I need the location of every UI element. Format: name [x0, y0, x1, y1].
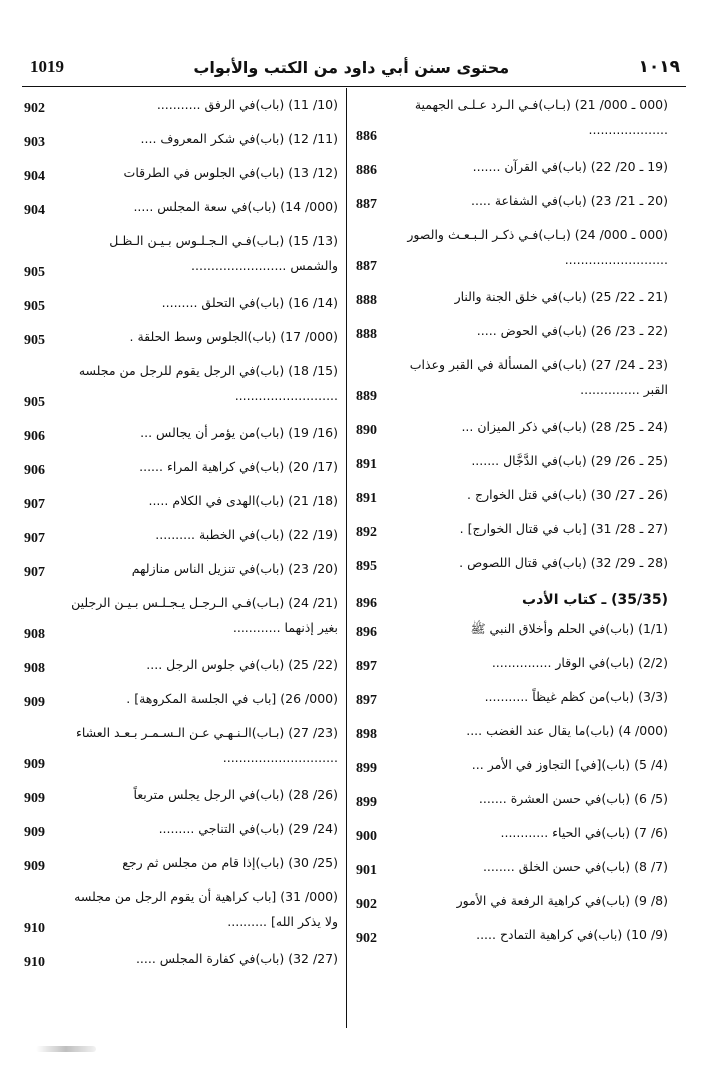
toc-entry [24, 590, 338, 652]
toc-entry [356, 650, 668, 684]
toc-entry-title: (000/ 17) (باب)الجلوس وسط الحلقة . [129, 329, 338, 344]
toc-entry [356, 820, 668, 854]
toc-entry-title: (2/2) (باب)في الوقار ............... [491, 655, 668, 670]
toc-entry-title: (27 ـ 28/ 31) [باب في قتال الخوارج] . [459, 521, 668, 536]
toc-entry [24, 126, 338, 160]
toc-entry-page: 898 [356, 727, 377, 742]
toc-entry-title: (000 ـ 000/ 24) (بـاب)فـي ذكـر الـبـعـث والصور .......................... [407, 227, 668, 267]
toc-entry-title: (26 ـ 27/ 30) (باب)في قتل الخوارج . [467, 487, 668, 502]
section-heading [356, 584, 668, 616]
toc-entry [24, 850, 338, 884]
toc-entry-title: (16/ 19) (باب)من يؤمر أن يجالس ... [140, 425, 338, 440]
toc-entry-title: (10/ 11) (باب)في الرفق ........... [156, 97, 338, 112]
toc-entry-page: 890 [356, 423, 377, 438]
column-divider [346, 88, 347, 1028]
toc-entry-page: 887 [356, 197, 377, 212]
scan-smudge [36, 1046, 96, 1052]
toc-entry-title: (24 ـ 25/ 28) (باب)في ذكر الميزان ... [461, 419, 668, 434]
toc-entry [356, 854, 668, 888]
toc-entry-title: (7/ 8) (باب)في حسن الخلق ........ [482, 859, 668, 874]
toc-entry-title: (21 ـ 22/ 25) (باب)في خلق الجنة والنار [454, 289, 668, 304]
toc-entry [356, 616, 668, 650]
toc-entry-page: 897 [356, 693, 377, 708]
toc-entry-title: (11/ 12) (باب)في شكر المعروف .... [140, 131, 338, 146]
toc-entry-title: (28 ـ 29/ 32) (باب)في قتال اللصوص . [459, 555, 668, 570]
toc-entry-page: 910 [24, 921, 45, 936]
toc-entry [24, 782, 338, 816]
toc-entry-title: (23/ 27) (بـاب)الـنـهـي عـن الـسـمـر بـعـد العشاء ............................. [75, 725, 338, 765]
header-rule [22, 86, 686, 87]
toc-entry [356, 752, 668, 786]
toc-entry [24, 290, 338, 324]
toc-entry-title: (27/ 32) (باب)في كفارة المجلس ..... [135, 951, 338, 966]
toc-entry-page: 905 [24, 395, 45, 410]
toc-entry-title: (18/ 21) (باب)الهدى في الكلام ..... [148, 493, 338, 508]
toc-entry [24, 194, 338, 228]
toc-entry [24, 488, 338, 522]
toc-entry-page: 902 [356, 897, 377, 912]
toc-entry [24, 92, 338, 126]
toc-entry-page: 904 [24, 203, 45, 218]
toc-entry-title: (17/ 20) (باب)في كراهية المراء ...... [139, 459, 338, 474]
toc-entry [356, 448, 668, 482]
toc-entry [24, 324, 338, 358]
toc-entry [356, 550, 668, 584]
toc-entry [24, 454, 338, 488]
toc-entry [356, 482, 668, 516]
toc-entry-title: (000/ 31) [باب كراهية أن يقوم الرجل من مجلسه ولا يذكر الله] .......... [74, 889, 338, 929]
toc-entry [356, 352, 668, 414]
toc-entry-page: 886 [356, 129, 377, 144]
toc-entry [24, 358, 338, 420]
toc-entry-page: 906 [24, 429, 45, 444]
toc-entry-page: 900 [356, 829, 377, 844]
toc-entry-title: (21/ 24) (بـاب)فـي الـرجـل يـجـلـس بـيـن الرجلين بغير إذنهما ............ [71, 595, 338, 635]
toc-entry-page: 896 [356, 625, 377, 640]
toc-entry [24, 556, 338, 590]
toc-entry [356, 154, 668, 188]
toc-entry [356, 718, 668, 752]
toc-entry-title: (13/ 15) (بـاب)فـي الـجـلـوس بـيـن الـظـل والشمس ........................ [109, 233, 338, 273]
toc-entry [24, 652, 338, 686]
toc-entry [356, 222, 668, 284]
toc-entry-title: (000 ـ 000/ 21) (بـاب)فـي الـرد عـلـى الجهمية .................... [414, 97, 668, 137]
running-title: محتوى سنن أبي داود من الكتب والأبواب [193, 57, 510, 77]
toc-entry [24, 884, 338, 946]
toc-entry-page: 910 [24, 955, 45, 970]
toc-entry-title: (8/ 9) (باب)في كراهية الرفعة في الأمور [456, 893, 668, 908]
page-number-latin: 1019 [30, 57, 64, 76]
toc-entry-page: 886 [356, 163, 377, 178]
toc-entry-page: 904 [24, 169, 45, 184]
toc-entry-page: 887 [356, 259, 377, 274]
toc-entry-page: 908 [24, 627, 45, 642]
toc-entry [356, 786, 668, 820]
toc-entry-page: 892 [356, 525, 377, 540]
toc-entry [24, 816, 338, 850]
toc-entry-title: (1/1) (باب)في الحلم وأخلاق النبي ﷺ [470, 621, 668, 636]
toc-entry-page: 902 [24, 101, 45, 116]
toc-entry-page: 899 [356, 761, 377, 776]
toc-entry-title: (000/ 26) [باب في الجلسة المكروهة] . [126, 691, 338, 706]
toc-entry-page: 889 [356, 389, 377, 404]
toc-entry [356, 188, 668, 222]
toc-entry [24, 228, 338, 290]
toc-entry-page: 907 [24, 531, 45, 546]
toc-entry-page: 907 [24, 565, 45, 580]
toc-entry-page: 905 [24, 265, 45, 280]
toc-entry [24, 160, 338, 194]
page-number-arabic: ١٠١٩ [638, 57, 680, 77]
toc-entry-page: 908 [24, 661, 45, 676]
toc-entry-title: (25/ 30) (باب)إذا قام من مجلس ثم رجع [122, 855, 338, 870]
toc-entry-title: (22 ـ 23/ 26) (باب)في الحوض ..... [476, 323, 668, 338]
left-column [24, 92, 338, 980]
toc-entry-page: 909 [24, 825, 45, 840]
toc-entry [356, 922, 668, 956]
section-heading-title: (35/35) ـ كتاب الأدب [522, 592, 668, 608]
toc-entry-page: 903 [24, 135, 45, 150]
toc-entry-title: (000/ 4) (باب)ما يقال عند الغضب .... [466, 723, 668, 738]
toc-entry-title: (9/ 10) (باب)في كراهية التمادح ..... [476, 927, 668, 942]
toc-entry [24, 522, 338, 556]
toc-entry-title: (14/ 16) (باب)في التحلق ......... [161, 295, 338, 310]
toc-entry-page: 897 [356, 659, 377, 674]
toc-entry [356, 318, 668, 352]
toc-entry-page: 895 [356, 559, 377, 574]
toc-entry-page: 888 [356, 293, 377, 308]
toc-entry [356, 888, 668, 922]
toc-entry [356, 284, 668, 318]
toc-entry-title: (23 ـ 24/ 27) (باب)في المسألة في القبر وعذاب القبر ............... [409, 357, 668, 397]
toc-entry [24, 686, 338, 720]
toc-entry-page: 905 [24, 299, 45, 314]
toc-entry-page: 901 [356, 863, 377, 878]
toc-entry-title: (20/ 23) (باب)في تنزيل الناس منازلهم [131, 561, 338, 576]
toc-entry [24, 720, 338, 782]
toc-entry-title: (22/ 25) (باب)في جلوس الرجل .... [146, 657, 338, 672]
toc-entry-title: (20 ـ 21/ 23) (باب)في الشفاعة ..... [471, 193, 668, 208]
right-column [356, 92, 668, 956]
toc-entry-page: 888 [356, 327, 377, 342]
toc-entry [356, 414, 668, 448]
toc-entry-title: (000/ 14) (باب)في سعة المجلس ..... [133, 199, 338, 214]
toc-entry-title: (26/ 28) (باب)في الرجل يجلس متربعاً [133, 787, 338, 802]
toc-entry-title: (15/ 18) (باب)في الرجل يقوم للرجل من مجلسه .......................... [78, 363, 338, 403]
toc-entry-page: 909 [24, 695, 45, 710]
toc-entry [24, 420, 338, 454]
toc-entry-page: 909 [24, 757, 45, 772]
toc-entry-page: 899 [356, 795, 377, 810]
toc-entry-title: (12/ 13) (باب)في الجلوس في الطرقات [123, 165, 338, 180]
toc-entry-title: (19 ـ 20/ 22) (باب)في القرآن ....... [472, 159, 668, 174]
toc-entry-page: 902 [356, 931, 377, 946]
toc-entry-page: 891 [356, 491, 377, 506]
toc-entry-title: (4/ 5) (باب)[في] التجاوز في الأمر ... [471, 757, 668, 772]
toc-entry [24, 946, 338, 980]
toc-entry-title: (19/ 22) (باب)في الخطبة .......... [155, 527, 338, 542]
toc-entry [356, 516, 668, 550]
toc-entry-page: 906 [24, 463, 45, 478]
toc-entry-title: (3/3) (باب)من كظم غيظاً ........... [484, 689, 668, 704]
toc-entry-page: 909 [24, 859, 45, 874]
toc-entry-title: (6/ 7) (باب)في الحياء ............ [500, 825, 668, 840]
toc-entry [356, 92, 668, 154]
toc-entry-title: (25 ـ 26/ 29) (باب)في الدَّجَّال ....... [471, 453, 668, 468]
toc-entry-title: (5/ 6) (باب)في حسن العشرة ....... [478, 791, 668, 806]
toc-entry-page: 891 [356, 457, 377, 472]
toc-entry-page: 907 [24, 497, 45, 512]
toc-entry-page: 905 [24, 333, 45, 348]
page-header [30, 50, 680, 84]
section-heading-page: 896 [356, 596, 377, 611]
toc-entry [356, 684, 668, 718]
toc-entry-title: (24/ 29) (باب)في التناجي ......... [158, 821, 338, 836]
toc-entry-page: 909 [24, 791, 45, 806]
